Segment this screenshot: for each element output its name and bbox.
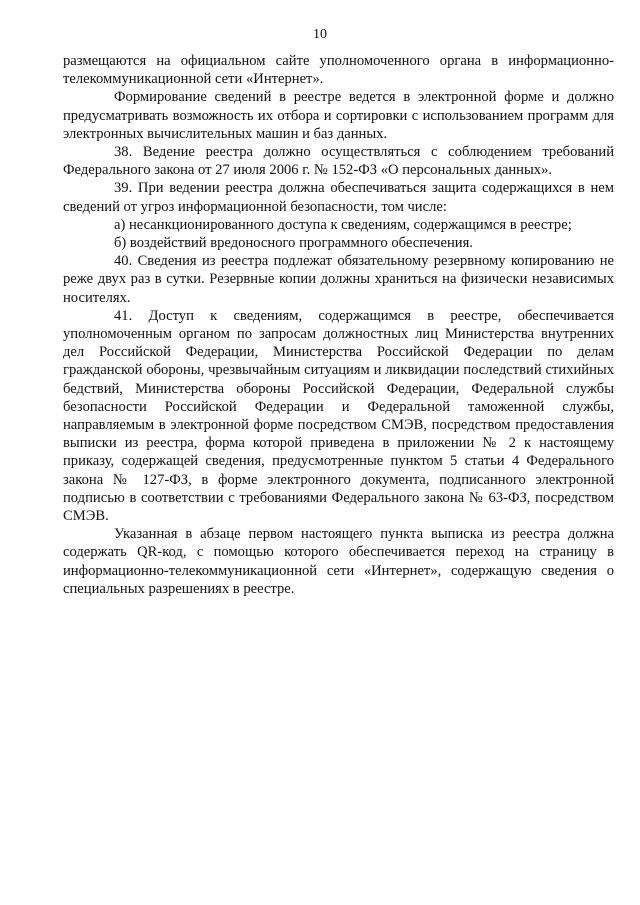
paragraph-registry-format: Формирование сведений в реестре ведется в электронной форме и должно предусматривать возможность их отбора и сортировки с использованием программ для электронных вычислительных машин и баз данных.: [63, 89, 614, 142]
paragraph-item-41: 41. Доступ к сведениям, содержащимся в реестре, обеспечивается уполномоченным органом по запросам должностных лиц Министерства внутренних дел Российской Федерации, Министерства Российской Федерации по делам гражданской обороны, чрезвычайным ситуациям и ликвидации последствий стихийных бедствий, Министерства обороны Российской Федерации, Федеральной службы безопасности Российской Федерации и Федеральной таможенной службы, направляемым в электронной форме посредством СМЭВ, посредством предоставления выписки из реестра, форма которой приведена в приложении № 2 к настоящему приказу, содержащей сведения, предусмотренные пунктом 5 статьи 4 Федерального закона № 127-ФЗ, в форме электронного документа, подписанного электронной подписью в соответствии с требованиями Федерального закона № 63-ФЗ, посредством СМЭВ.: [63, 307, 614, 525]
paragraph-item-40: 40. Сведения из реестра подлежат обязательному резервному копированию не реже двух раз в сутки. Резервные копии должны храниться на физически независимых носителях.: [63, 253, 614, 306]
paragraph-subitem-b: б) воздействий вредоносного программного обеспечения.: [114, 235, 473, 252]
paragraph-subitem-a: а) несанкционированного доступа к сведениям, содержащимся в реестре;: [114, 216, 572, 233]
paragraph-item-38: 38. Ведение реестра должно осуществляться с соблюдением требований Федерального закона от 27 июля 2006 г. № 152-ФЗ «О персональных данных».: [63, 144, 614, 179]
paragraph-qr-code: Указанная в абзаце первом настоящего пункта выписка из реестра должна содержать QR-код, с помощью которого обеспечивается переход на страницу в информационно-телекоммуникационной сети «Интернет», содержащую сведения о специальных разрешениях в реестре.: [63, 526, 614, 597]
paragraph-item-39: 39. При ведении реестра должна обеспечиваться защита содержащихся в нем сведений от угроз информационной безопасности, том числе:: [63, 180, 614, 215]
paragraph-continuation: размещаются на официальном сайте уполномоченного органа в информационно-телекоммуникационной сети «Интернет».: [63, 53, 614, 88]
document-body: [63, 52, 614, 598]
page-number: 10: [313, 27, 327, 42]
